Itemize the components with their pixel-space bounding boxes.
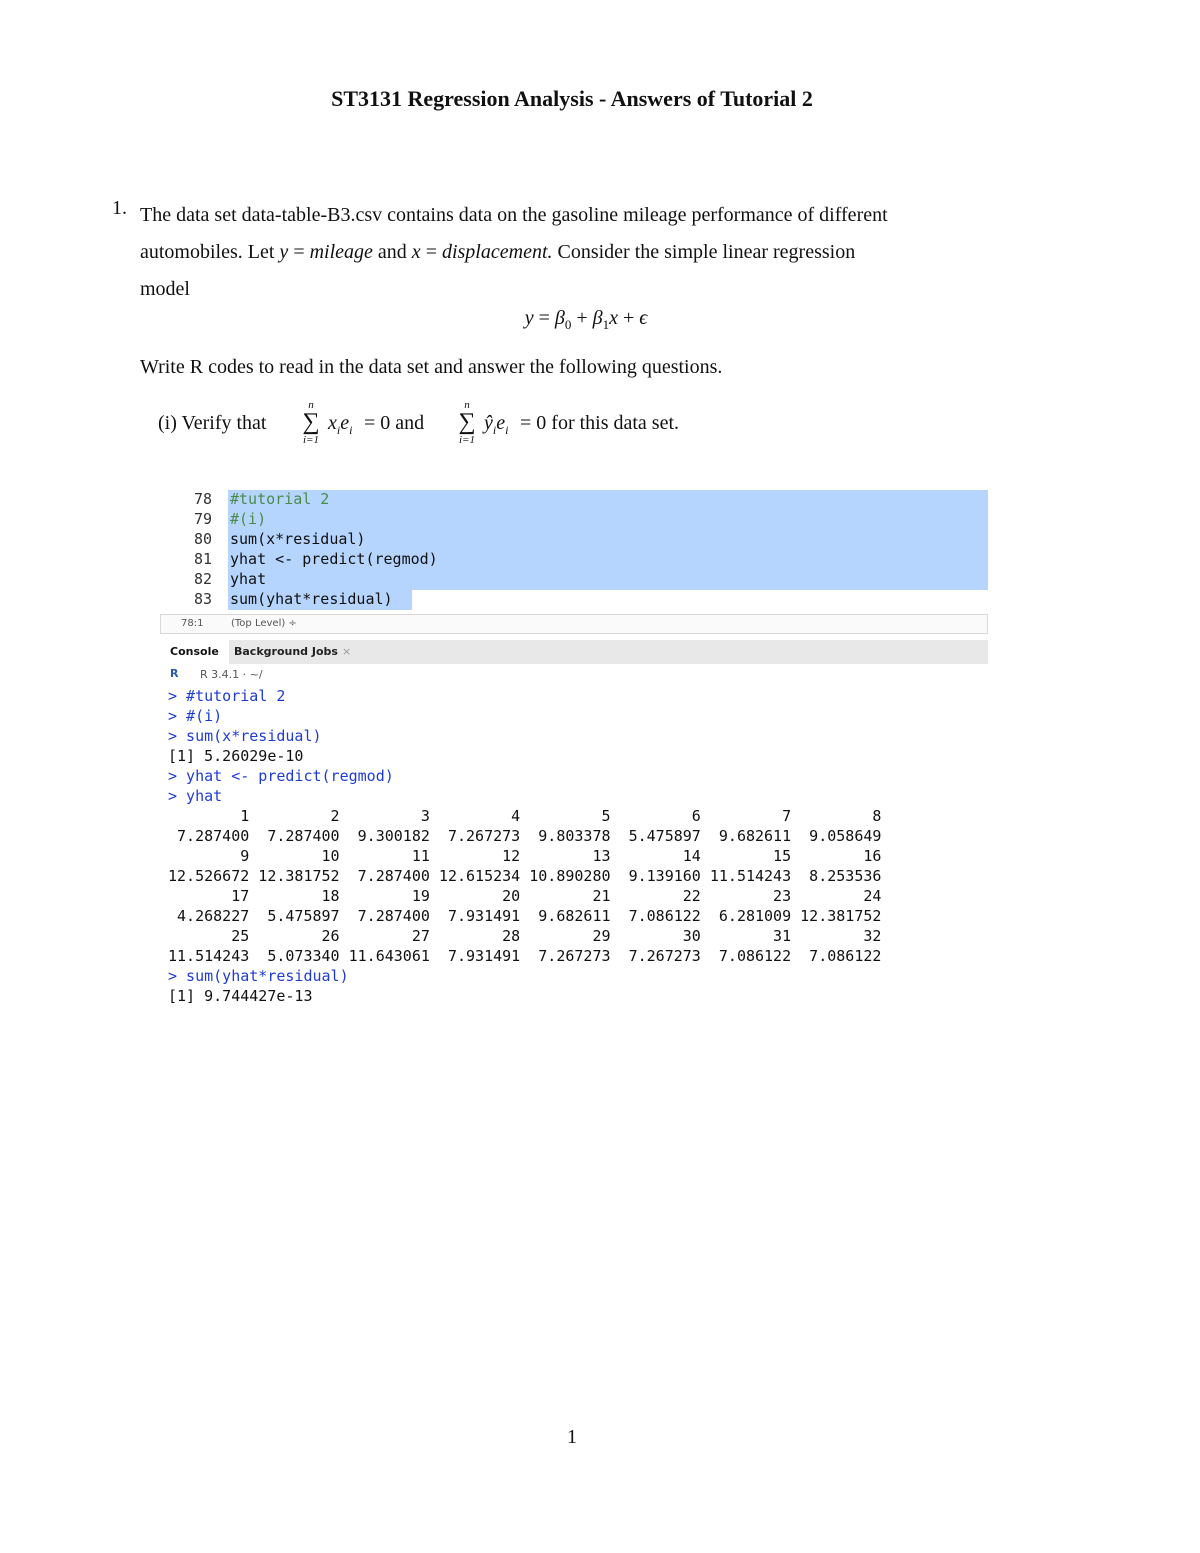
instruction-text: Write R codes to read in the data set and answer the following questions. bbox=[140, 356, 723, 378]
code-text: yhat bbox=[230, 570, 267, 588]
sum-upper: n bbox=[464, 399, 470, 411]
eq-plus: + bbox=[571, 307, 593, 329]
editor-line[interactable] bbox=[160, 550, 988, 570]
line-number: 83 bbox=[193, 590, 212, 608]
math-displacement: displacement. bbox=[441, 241, 553, 263]
selection-highlight bbox=[228, 510, 988, 530]
term-xe bbox=[328, 412, 352, 438]
rstudio-screenshot bbox=[160, 482, 988, 1010]
term-x: x bbox=[328, 412, 337, 434]
page-number: 1 bbox=[567, 1426, 577, 1448]
sigma-symbol: ∑ bbox=[458, 409, 476, 435]
r-version: R 3.4.1 · ~/ bbox=[200, 668, 263, 681]
eq-beta1: β bbox=[592, 307, 603, 329]
code-text: #tutorial 2 bbox=[230, 490, 330, 508]
console-line: > yhat <- predict(regmod) bbox=[168, 767, 394, 785]
editor-line[interactable] bbox=[160, 590, 988, 610]
text-fragment: = 0 and bbox=[364, 412, 425, 434]
r-logo-icon: R bbox=[170, 667, 179, 680]
sub-question-label: (i) Verify that bbox=[158, 412, 267, 434]
editor-line[interactable] bbox=[160, 510, 988, 530]
selection-highlight bbox=[228, 570, 988, 590]
console-line: 25 26 27 28 29 30 31 32 bbox=[168, 927, 891, 945]
term-e: e bbox=[340, 412, 350, 434]
math-y: y bbox=[279, 241, 289, 263]
editor-line[interactable] bbox=[160, 530, 988, 550]
text-fragment: automobiles. Let bbox=[140, 241, 280, 263]
question-number: 1. bbox=[112, 197, 127, 219]
term-yhat-e bbox=[484, 412, 508, 438]
console-line: 17 18 19 20 21 22 23 24 bbox=[168, 887, 891, 905]
code-editor[interactable] bbox=[160, 482, 988, 614]
eq-beta0-sub: 0 bbox=[564, 317, 572, 332]
console-line: 1 2 3 4 5 6 7 8 bbox=[168, 807, 891, 825]
console-line: 7.287400 7.287400 9.300182 7.267273 9.803378 5.475897 9.682611 9.058649 bbox=[168, 827, 891, 845]
line-number: 82 bbox=[193, 570, 212, 588]
summation-2 bbox=[452, 400, 482, 447]
eq-x: x bbox=[609, 307, 618, 329]
sum-upper: n bbox=[308, 399, 314, 411]
text-fragment: Consider the simple linear regression bbox=[552, 241, 856, 263]
editor-line[interactable] bbox=[160, 490, 988, 510]
text-fragment: = 0 for this data set. bbox=[520, 412, 680, 434]
code-text: #(i) bbox=[230, 510, 267, 528]
page-title: ST3131 Regression Analysis - Answers of Tutorial 2 bbox=[331, 86, 813, 111]
term-sub: i bbox=[505, 423, 509, 437]
eq-equals: = bbox=[533, 307, 555, 329]
editor-line[interactable] bbox=[160, 570, 988, 590]
code-text: yhat <- predict(regmod) bbox=[230, 550, 438, 568]
term-e: e bbox=[496, 412, 506, 434]
console-output[interactable] bbox=[168, 686, 978, 1006]
eq-beta1-sub: 1 bbox=[602, 317, 610, 332]
term-yhat: ŷ bbox=[484, 412, 493, 434]
console-line: > sum(x*residual) bbox=[168, 727, 322, 745]
sum-lower: i=1 bbox=[303, 434, 319, 446]
console-line: > #tutorial 2 bbox=[168, 687, 286, 705]
eq-beta0: β bbox=[554, 307, 565, 329]
math-equals: = bbox=[420, 241, 442, 263]
close-icon[interactable]: × bbox=[341, 645, 352, 658]
regression-equation bbox=[0, 307, 1172, 333]
text-fragment: and bbox=[372, 241, 412, 263]
console-line: > yhat bbox=[168, 787, 223, 805]
console-line: [1] 5.26029e-10 bbox=[168, 747, 304, 765]
eq-epsilon: ϵ bbox=[639, 307, 648, 329]
tab-console[interactable]: Console bbox=[160, 640, 229, 664]
editor-status-bar bbox=[160, 614, 988, 634]
eq-plus: + bbox=[617, 307, 640, 329]
console-line: [1] 9.744427e-13 bbox=[168, 987, 313, 1005]
line-number: 79 bbox=[193, 510, 212, 528]
line-number: 81 bbox=[193, 550, 212, 568]
console-line: 12.526672 12.381752 7.287400 12.615234 10.890280 9.139160 11.514243 8.253536 bbox=[168, 867, 891, 885]
selection-highlight bbox=[228, 490, 988, 510]
math-mileage: mileage bbox=[309, 241, 373, 263]
math-equals: = bbox=[288, 241, 310, 263]
question-text bbox=[140, 197, 1040, 308]
scope-selector[interactable]: (Top Level) ÷ bbox=[231, 618, 297, 629]
cursor-position: 78:1 bbox=[181, 618, 204, 629]
question-line-2 bbox=[140, 234, 1040, 271]
math-x: x bbox=[411, 241, 421, 263]
console-line: 4.268227 5.475897 7.287400 7.931491 9.682611 7.086122 6.281009 12.381752 bbox=[168, 907, 891, 925]
console-line: 9 10 11 12 13 14 15 16 bbox=[168, 847, 891, 865]
code-text: sum(yhat*residual) bbox=[230, 590, 393, 608]
line-number: 80 bbox=[193, 530, 212, 548]
code-text: sum(x*residual) bbox=[230, 530, 366, 548]
line-number: 78 bbox=[193, 490, 212, 508]
console-line: > #(i) bbox=[168, 707, 223, 725]
sigma-symbol: ∑ bbox=[302, 409, 320, 435]
console-line: 11.514243 5.073340 11.643061 7.931491 7.267273 7.267273 7.086122 7.086122 bbox=[168, 947, 891, 965]
tab-label: Background Jobs bbox=[234, 645, 338, 658]
question-line-1: The data set data-table-B3.csv contains data on the gasoline mileage performance of different bbox=[140, 204, 888, 226]
r-version-bar bbox=[160, 666, 988, 684]
term-sub: i bbox=[336, 423, 341, 437]
eq-y: y bbox=[524, 307, 534, 329]
term-sub: i bbox=[492, 423, 497, 437]
tab-background-jobs[interactable] bbox=[224, 640, 361, 664]
summation-1 bbox=[296, 400, 326, 447]
term-sub: i bbox=[349, 423, 353, 437]
console-line: > sum(yhat*residual) bbox=[168, 967, 349, 985]
question-line-3: model bbox=[140, 278, 190, 300]
sum-lower: i=1 bbox=[459, 434, 475, 446]
console-tab-bar bbox=[160, 640, 988, 664]
